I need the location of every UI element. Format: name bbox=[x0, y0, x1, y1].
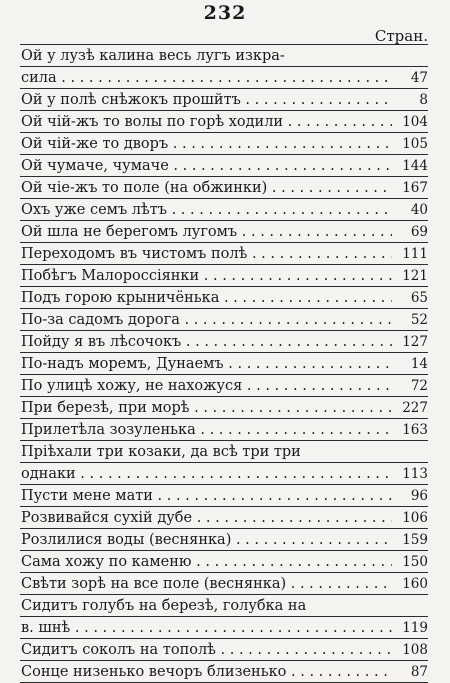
toc-entry-title: Сидитъ соколъ на тополѣ . . . bbox=[20, 641, 392, 660]
table-of-contents bbox=[20, 44, 428, 683]
toc-entry-page: 160 bbox=[402, 576, 428, 592]
toc-entry bbox=[20, 111, 428, 133]
toc-entry bbox=[20, 573, 428, 595]
toc-entry-page: 40 bbox=[410, 202, 428, 218]
toc-entry-page: 150 bbox=[402, 554, 428, 570]
toc-entry bbox=[20, 155, 428, 177]
toc-entry-page: 144 bbox=[402, 158, 428, 174]
toc-entry-title: Ой у полѣ снѣжокъ прошйтъ . . . bbox=[20, 91, 392, 110]
toc-entry-title: Ой чумаче, чумаче . . . bbox=[20, 157, 392, 176]
toc-entry bbox=[20, 177, 428, 199]
toc-entry bbox=[20, 463, 428, 485]
toc-entry bbox=[20, 419, 428, 441]
toc-entry-title: в. шнѣ . . . bbox=[20, 619, 392, 638]
toc-entry-page: 163 bbox=[402, 422, 428, 438]
toc-entry-title: Ой чій-же то дворъ . . . bbox=[20, 135, 392, 154]
toc-entry-title: Сама хожу по каменю . . . bbox=[20, 553, 392, 572]
toc-entry-page: 111 bbox=[402, 246, 428, 262]
toc-entry-title: По-за садомъ дорога . . . bbox=[20, 311, 392, 330]
toc-entry-title: однаки . . . bbox=[20, 465, 392, 484]
toc-entry-page: 121 bbox=[402, 268, 428, 284]
toc-entry bbox=[20, 89, 428, 111]
toc-entry-title: Пойду я въ лѣсочокъ . . . bbox=[20, 333, 392, 352]
toc-entry-title: сила . . . bbox=[20, 69, 392, 88]
toc-entry-title: Охъ уже семъ лѣтъ . . . bbox=[20, 201, 392, 220]
toc-entry-title: Пріѣхали три козаки, да всѣ три три bbox=[21, 444, 301, 460]
toc-entry bbox=[20, 67, 428, 89]
toc-entry-title: Розлилися воды (веснянка) . . . bbox=[20, 531, 392, 550]
toc-entry-title: Пусти мене мати . . . bbox=[20, 487, 392, 506]
page-column-header: Стран. bbox=[374, 27, 428, 45]
toc-entry bbox=[20, 331, 428, 353]
toc-entry-page: 47 bbox=[410, 70, 428, 86]
toc-entry-title: Ой у лузѣ калина весь лугъ изкра- bbox=[21, 48, 285, 64]
toc-entry-page: 8 bbox=[419, 92, 428, 108]
toc-entry-page: 167 bbox=[402, 180, 428, 196]
toc-entry-title: Сонце низенько вечоръ близенько . . . bbox=[20, 663, 392, 682]
toc-entry bbox=[20, 44, 428, 67]
toc-entry-page: 108 bbox=[402, 642, 428, 658]
toc-entry bbox=[20, 661, 428, 683]
toc-entry-title: Розвивайся сухій дубе . . . bbox=[20, 509, 392, 528]
toc-entry-title: Ой шла не берегомъ лугомъ . . . bbox=[20, 223, 392, 242]
toc-entry bbox=[20, 441, 428, 463]
toc-entry-title: При березѣ, при морѣ . . . bbox=[20, 399, 392, 418]
toc-entry bbox=[20, 397, 428, 419]
toc-entry-title: Побѣгъ Малороссіянки . . . bbox=[20, 267, 392, 286]
toc-entry-page: 119 bbox=[402, 620, 428, 636]
toc-entry-page: 127 bbox=[402, 334, 428, 350]
toc-entry-page: 14 bbox=[410, 356, 428, 372]
toc-entry-page: 69 bbox=[410, 224, 428, 240]
toc-entry-page: 65 bbox=[410, 290, 428, 306]
toc-entry bbox=[20, 353, 428, 375]
toc-entry-title: По улицѣ хожу, не нахожуся . . . bbox=[20, 377, 392, 396]
toc-entry bbox=[20, 529, 428, 551]
toc-entry bbox=[20, 639, 428, 661]
toc-entry-title: По-надъ моремъ, Дунаемъ . . . bbox=[20, 355, 392, 374]
toc-entry-page: 52 bbox=[410, 312, 428, 328]
toc-entry bbox=[20, 287, 428, 309]
toc-entry-page: 87 bbox=[410, 664, 428, 680]
toc-entry-page: 104 bbox=[402, 114, 428, 130]
toc-entry-page: 113 bbox=[402, 466, 428, 482]
toc-entry-title: Свѣти зорѣ на все поле (веснянка) . . . bbox=[20, 575, 392, 594]
toc-entry-page: 96 bbox=[410, 488, 428, 504]
toc-entry-title: Сидитъ голубъ на березѣ, голубка на bbox=[21, 598, 307, 614]
toc-entry bbox=[20, 617, 428, 639]
toc-entry-title: Прилетѣла зозуленька . . . bbox=[20, 421, 392, 440]
toc-entry bbox=[20, 309, 428, 331]
toc-entry bbox=[20, 221, 428, 243]
toc-entry bbox=[20, 595, 428, 617]
toc-entry-page: 72 bbox=[410, 378, 428, 394]
toc-entry bbox=[20, 133, 428, 155]
toc-entry bbox=[20, 507, 428, 529]
toc-entry bbox=[20, 485, 428, 507]
toc-entry-title: Ой чіе-жъ то поле (на обжинки) . . . bbox=[20, 179, 392, 198]
toc-entry-page: 105 bbox=[402, 136, 428, 152]
toc-entry-page: 159 bbox=[402, 532, 428, 548]
toc-entry bbox=[20, 375, 428, 397]
toc-entry-title: Ой чій-жъ то волы по горѣ ходили . . . bbox=[20, 113, 392, 132]
toc-entry-title: Подъ горою крыничёнька . . . bbox=[20, 289, 392, 308]
toc-entry-page: 227 bbox=[402, 400, 428, 416]
toc-entry bbox=[20, 265, 428, 287]
toc-entry-page: 106 bbox=[402, 510, 428, 526]
page-number: 232 bbox=[203, 2, 247, 24]
toc-entry bbox=[20, 199, 428, 221]
toc-entry-title: Переходомъ въ чистомъ полѣ . . . bbox=[20, 245, 392, 264]
toc-entry bbox=[20, 243, 428, 265]
toc-entry bbox=[20, 551, 428, 573]
